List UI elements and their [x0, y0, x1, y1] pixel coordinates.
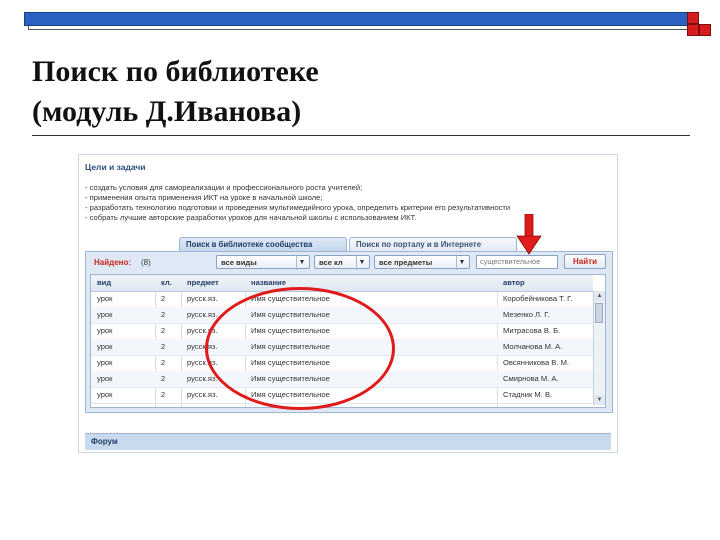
corner-square-right [699, 24, 711, 36]
type-filter-select[interactable] [216, 255, 310, 269]
forum-label: Форум [91, 437, 118, 446]
cell-type: урок [97, 310, 113, 319]
tab-library-search[interactable]: Поиск в библиотеке сообщества [179, 237, 347, 251]
goal-item: - собрать лучшие авторские разработки уроков для начальной школы с использованием ИКТ. [85, 213, 417, 222]
subject-filter-value: все предметы [379, 258, 433, 267]
cell-type: урок [97, 294, 113, 303]
subject-filter-select[interactable] [374, 255, 470, 269]
corner-square-middle [687, 24, 699, 36]
cell-class: 2 [161, 374, 166, 383]
slide-title-line2: (модуль Д.Иванова) [32, 95, 302, 128]
cell-author: Овсянникова В. М. [503, 358, 570, 367]
chevron-down-icon: ▼ [356, 256, 367, 270]
goal-item: - создать условия для самореализации и профессионального роста учителей; [85, 183, 363, 192]
chevron-down-icon: ▼ [456, 256, 467, 270]
goal-item: - применения опыта применения ИКТ на уроке в начальной школе; [85, 193, 323, 202]
cell-class: 2 [161, 294, 166, 303]
cell-title: Имя существительное [251, 326, 330, 335]
table-scrollbar[interactable] [593, 291, 605, 405]
arrow-down-icon [516, 214, 542, 256]
cell-class: 2 [161, 390, 166, 399]
chevron-down-icon: ▼ [296, 256, 307, 270]
cell-class: 2 [161, 342, 166, 351]
scroll-up-icon[interactable]: ▲ [594, 291, 605, 301]
cell-subject: русск.яз. [187, 374, 218, 383]
cell-author: Молчанова М. А. [503, 342, 563, 351]
cell-subject: русск.яз. [187, 342, 218, 351]
cell-type: урок [97, 390, 113, 399]
header-subject[interactable]: предмет [187, 278, 219, 287]
cell-author: Коробейникова Т. Г. [503, 294, 573, 303]
cell-subject: русск.яз. [187, 326, 218, 335]
title-accent-bar [24, 12, 688, 26]
cell-title: Имя существительное [251, 390, 330, 399]
slide-title-line1: Поиск по библиотеке [32, 55, 319, 88]
scrollbar-thumb[interactable] [595, 303, 603, 323]
goal-item: - разработать технологию подготовки и проведения мультимедийного урока, определить критерии его результативности [85, 203, 511, 212]
cell-class: 2 [161, 326, 166, 335]
highlight-ellipse [205, 287, 395, 410]
class-filter-value: все кл [319, 258, 343, 267]
corner-square-top [687, 12, 699, 24]
forum-section-bar[interactable] [85, 433, 611, 450]
cell-author: Смирнова М. А. [503, 374, 559, 383]
cell-title: Имя существительное [251, 310, 330, 319]
header-title[interactable]: название [251, 278, 286, 287]
cell-type: урок [97, 342, 113, 351]
header-type[interactable]: вид [97, 278, 112, 287]
class-filter-select[interactable] [314, 255, 370, 269]
found-count: (8) [141, 258, 151, 267]
tab-portal-search[interactable]: Поиск по порталу и в Интернете [349, 237, 517, 251]
cell-author: Митрасова В. Б. [503, 326, 561, 335]
cell-class: 2 [161, 358, 166, 367]
title-divider [32, 135, 690, 136]
cell-subject: русск.яз. [187, 310, 218, 319]
cell-subject: русск.яз. [187, 294, 218, 303]
table-header-row [91, 275, 593, 292]
cell-author: Стадник М. В. [503, 390, 553, 399]
find-button[interactable]: Найти [564, 254, 606, 269]
type-filter-value: все виды [221, 258, 257, 267]
scroll-down-icon[interactable]: ▼ [594, 395, 605, 405]
cell-author: Мезенко Л. Г. [503, 310, 550, 319]
found-label: Найдено: [94, 258, 132, 267]
cell-subject: русск.яз. [187, 358, 218, 367]
cell-title: Имя существительное [251, 358, 330, 367]
cell-type: урок [97, 326, 113, 335]
cell-title: Имя существительное [251, 374, 330, 383]
search-input[interactable]: существительное [476, 255, 558, 269]
cell-title: Имя существительное [251, 294, 330, 303]
slide-title [32, 52, 672, 132]
cell-type: урок [97, 374, 113, 383]
goals-heading: Цели и задачи [85, 162, 146, 172]
cell-subject: русск.яз. [187, 390, 218, 399]
header-class[interactable]: кл. [161, 278, 172, 287]
header-author[interactable]: автор [503, 278, 525, 287]
cell-type: урок [97, 358, 113, 367]
cell-title: Имя существительное [251, 342, 330, 351]
cell-class: 2 [161, 310, 166, 319]
